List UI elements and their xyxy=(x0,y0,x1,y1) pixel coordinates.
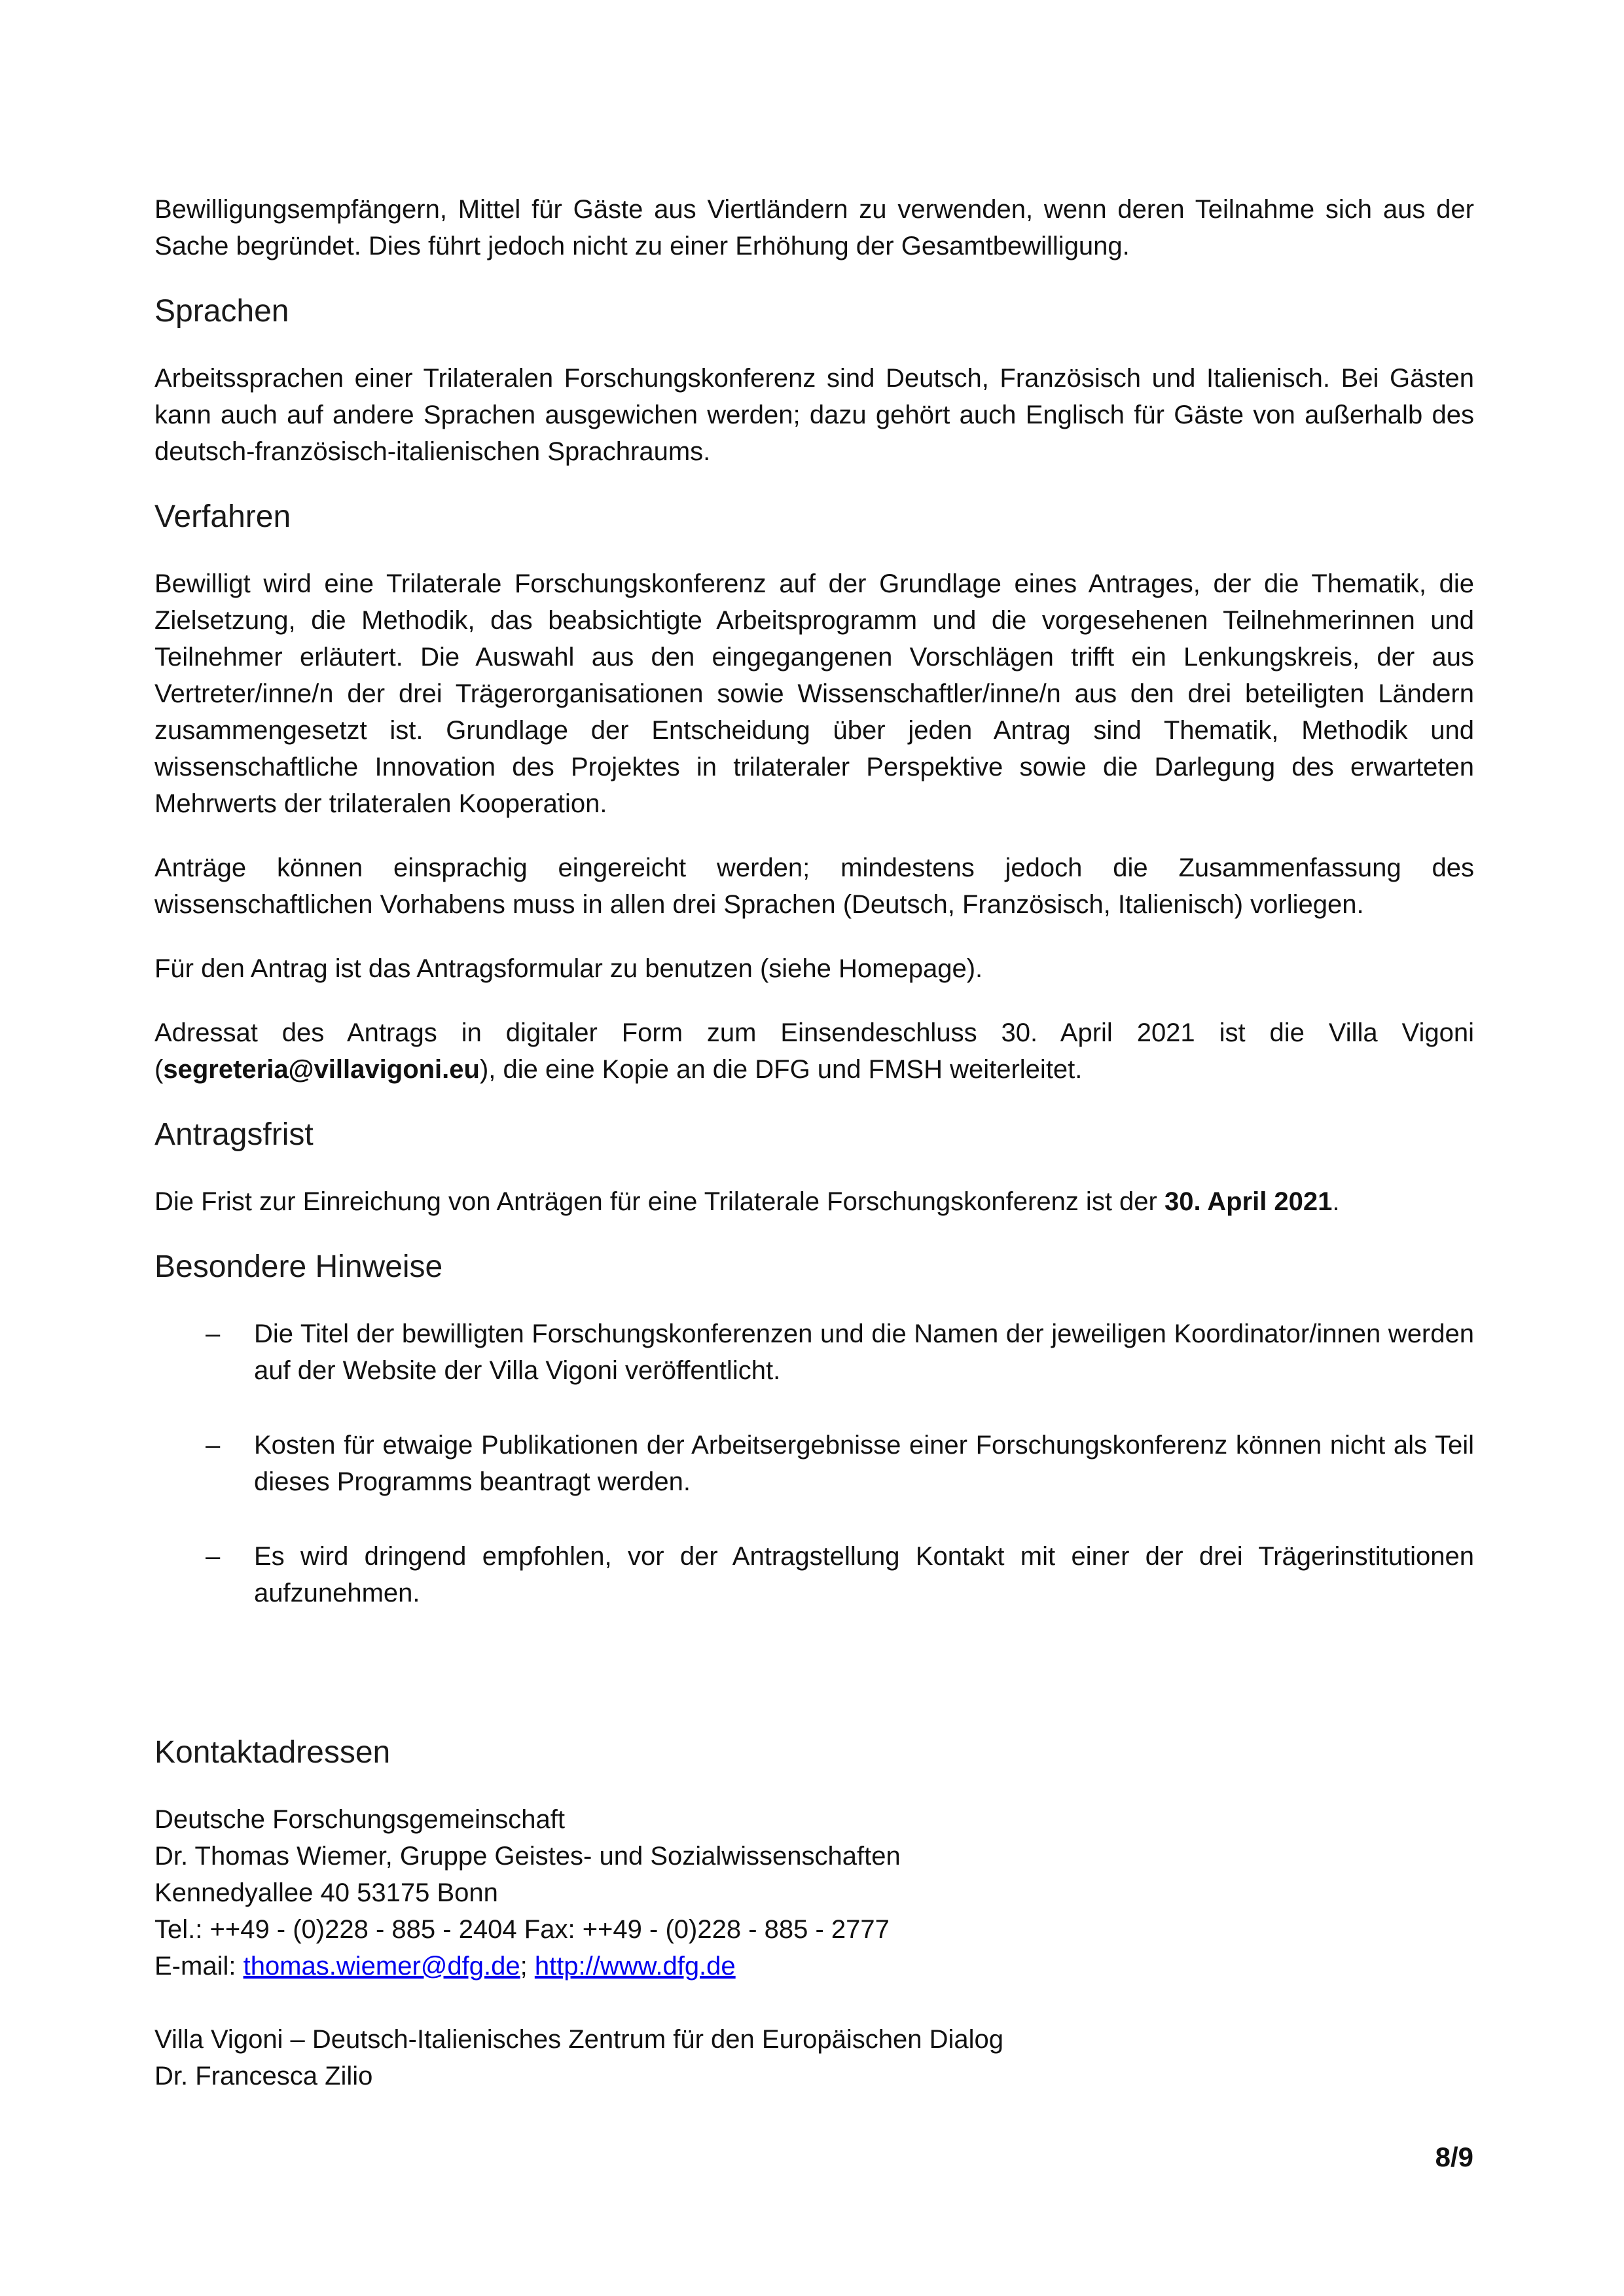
heading-besondere-hinweise: Besondere Hinweise xyxy=(154,1249,443,1284)
link-separator: ; xyxy=(520,1952,535,1981)
list-item xyxy=(154,1316,1474,1389)
heading-antragsfrist: Antragsfrist xyxy=(154,1117,314,1152)
contact-dfg-phone: Tel.: ++49 - (0)228 - 885 - 2404 Fax: ++49 - (0)228 - 885 - 2777 xyxy=(154,1915,890,1944)
page-number: 8/9 xyxy=(1435,2142,1473,2172)
dfg-email-link[interactable]: thomas.wiemer@dfg.de xyxy=(243,1952,520,1981)
verfahren-p4-before: Adressat des Antrags in digitaler Form zum Einsendeschluss 30. April 2021 ist die Villa Vigoni ( xyxy=(154,1018,1474,1084)
intro-paragraph: Bewilligungsempfängern, Mittel für Gäste aus Viertländern zu verwenden, wenn deren Teilnahme sich aus der Sache begründet. Dies führt jedoch nicht zu einer Erhöhung der Gesamtbewilligung. xyxy=(154,195,1474,260)
contact-block-villa-vigoni xyxy=(154,2021,1474,2094)
heading-kontaktadressen: Kontaktadressen xyxy=(154,1735,391,1770)
verfahren-paragraph-1: Bewilligt wird eine Trilaterale Forschungskonferenz auf der Grundlage eines Antrages, der die Thematik, die Zielsetzung, die Methodik, das beabsichtigte Arbeitsprogramm und die vorgesehenen Teilnehmerinnen und Teilnehmer erläutert. Die Auswahl aus den eingegangenen Vorschlägen trifft ein Lenkungskreis, der aus Vertreter/inne/n der drei Trägerorganisationen sowie Wissenschaftler/inne/n aus den drei beteiligten Ländern zusammengesetzt ist. Grundlage der Entscheidung über jeden Antrag sind Thematik, Methodik und wissenschaftliche Innovation des Projektes in trilateraler Perspektive sowie die Darlegung des erwarteten Mehrwerts der trilateralen Kooperation. xyxy=(154,569,1474,818)
list-item-text: Kosten für etwaige Publikationen der Arbeitsergebnisse einer Forschungskonferenz können nicht als Teil dieses Programms beantragt werden. xyxy=(254,1431,1474,1496)
verfahren-paragraph-4 xyxy=(154,1014,1474,1088)
contact-dfg-email-line xyxy=(154,1948,1474,1984)
list-item xyxy=(154,1427,1474,1500)
dash-bullet: – xyxy=(206,1431,221,1460)
list-item-text: Es wird dringend empfohlen, vor der Antragstellung Kontakt mit einer der drei Trägerinstitutionen aufzunehmen. xyxy=(254,1542,1474,1607)
villa-email-bold: segreteria@villavigoni.eu xyxy=(163,1055,480,1084)
list-item-text: Die Titel der bewilligten Forschungskonferenzen und die Namen der jeweiligen Koordinator/innen werden auf der Website der Villa Vigoni veröffentlicht. xyxy=(254,1319,1474,1385)
list-item xyxy=(154,1538,1474,1611)
verfahren-paragraph-3: Für den Antrag ist das Antragsformular zu benutzen (siehe Homepage). xyxy=(154,954,983,983)
contact-villa-org: Villa Vigoni – Deutsch-Italienisches Zentrum für den Europäischen Dialog xyxy=(154,2025,1004,2054)
email-label: E-mail: xyxy=(154,1952,244,1981)
contact-dfg-org: Deutsche Forschungsgemeinschaft xyxy=(154,1805,565,1834)
dfg-website-link[interactable]: http://www.dfg.de xyxy=(534,1952,736,1981)
antragsfrist-paragraph xyxy=(154,1183,1474,1220)
heading-sprachen: Sprachen xyxy=(154,294,289,329)
contact-villa-person: Dr. Francesca Zilio xyxy=(154,2062,373,2090)
deadline-date: 30. April 2021 xyxy=(1164,1187,1333,1216)
verfahren-paragraph-2: Anträge können einsprachig eingereicht werden; mindestens jedoch die Zusammenfassung des wissenschaftlichen Vorhabens muss in allen drei Sprachen (Deutsch, Französisch, Italienisch) vorliegen. xyxy=(154,853,1474,919)
contact-dfg-address: Kennedyallee 40 53175 Bonn xyxy=(154,1878,498,1907)
page-content xyxy=(154,191,1474,2131)
antragsfrist-text-before: Die Frist zur Einreichung von Anträgen für eine Trilaterale Forschungskonferenz ist der xyxy=(154,1187,1164,1216)
heading-verfahren: Verfahren xyxy=(154,499,291,534)
antragsfrist-text-after: . xyxy=(1332,1187,1340,1216)
contact-block-dfg xyxy=(154,1801,1474,1984)
contact-dfg-person: Dr. Thomas Wiemer, Gruppe Geistes- und Sozialwissenschaften xyxy=(154,1842,901,1871)
dash-bullet: – xyxy=(206,1542,221,1571)
dash-bullet: – xyxy=(206,1319,221,1348)
verfahren-p4-after: ), die eine Kopie an die DFG und FMSH weiterleitet. xyxy=(479,1055,1083,1084)
sprachen-paragraph: Arbeitssprachen einer Trilateralen Forschungskonferenz sind Deutsch, Französisch und Italienisch. Bei Gästen kann auch auf andere Sprachen ausgewichen werden; dazu gehört auch Englisch für Gäste von außerhalb des deutsch-französisch-italienischen Sprachraums. xyxy=(154,364,1474,466)
hinweise-list xyxy=(154,1316,1474,1611)
